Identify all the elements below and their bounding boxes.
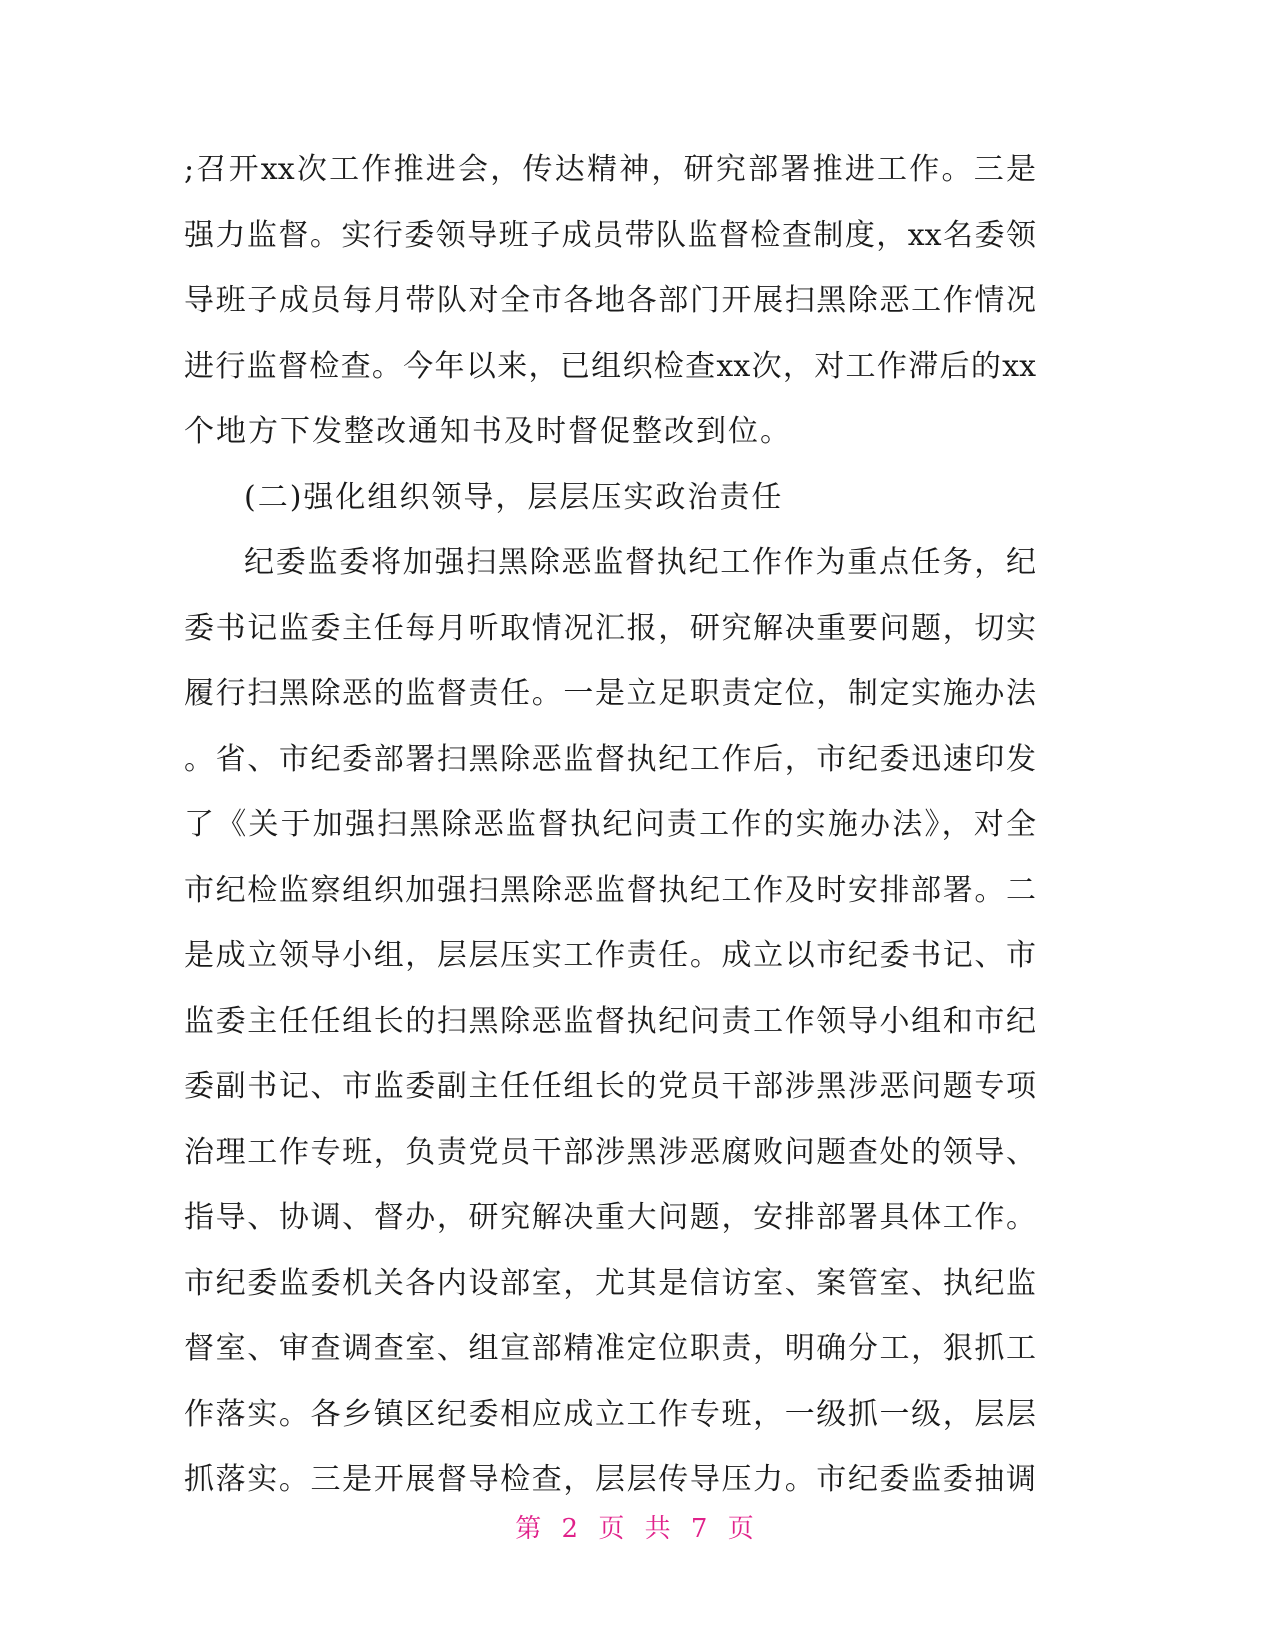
text-line: 。省、市纪委部署扫黑除恶监督执纪工作后，市纪委迅速印发 xyxy=(184,741,1036,777)
text-line: ;召开xx次工作推进会，传达精神，研究部署推进工作。三是 xyxy=(184,152,1036,187)
text-line: 个地方下发整改通知书及时督促整改到位。 xyxy=(184,414,792,449)
section-heading: (二)强化组织领导，层层压实政治责任 xyxy=(244,479,784,515)
text-line: 市纪检监察组织加强扫黑除恶监督执纪工作及时安排部署。二 xyxy=(184,872,1036,908)
text-line: 是成立领导小组，层层压实工作责任。成立以市纪委书记、市 xyxy=(184,938,1036,973)
text-line: 市纪委监委机关各内设部室，尤其是信访室、案管室、执纪监 xyxy=(184,1265,1036,1301)
text-line: 督室、审查调查室、组宣部精准定位职责，明确分工，狠抓工 xyxy=(184,1331,1036,1366)
text-line: 了《关于加强扫黑除恶监督执纪问责工作的实施办法》，对全 xyxy=(184,807,1036,842)
text-line: 抓落实。三是开展督导检查，层层传导压力。市纪委监委抽调 xyxy=(184,1462,1036,1497)
text-line: 指导、协调、督办，研究解决重大问题，安排部署具体工作。 xyxy=(184,1200,1036,1235)
text-line: 治理工作专班，负责党员干部涉黑涉恶腐败问题查处的领导、 xyxy=(184,1134,1036,1170)
text-line: 纪委监委将加强扫黑除恶监督执纪工作作为重点任务，纪 xyxy=(244,545,1036,580)
text-line: 监委主任任组长的扫黑除恶监督执纪问责工作领导小组和市纪 xyxy=(184,1003,1036,1039)
text-line: 作落实。各乡镇区纪委相应成立工作专班，一级抓一级，层层 xyxy=(184,1396,1036,1432)
text-line: 委副书记、市监委副主任任组长的党员干部涉黑涉恶问题专项 xyxy=(184,1069,1036,1104)
text-line: 导班子成员每月带队对全市各地各部门开展扫黑除恶工作情况 xyxy=(184,283,1036,318)
text-line: 进行监督检查。今年以来，已组织检查xx次，对工作滞后的xx xyxy=(184,348,1036,384)
text-line: 履行扫黑除恶的监督责任。一是立足职责定位，制定实施办法 xyxy=(184,676,1036,711)
page-number-footer: 第 2 页 共 7 页 xyxy=(515,1514,760,1544)
text-line: 强力监督。实行委领导班子成员带队监督检查制度，xx名委领 xyxy=(184,217,1036,253)
body-text xyxy=(184,137,1036,1513)
text-line: 委书记监委主任每月听取情况汇报，研究解决重要问题，切实 xyxy=(184,610,1036,646)
